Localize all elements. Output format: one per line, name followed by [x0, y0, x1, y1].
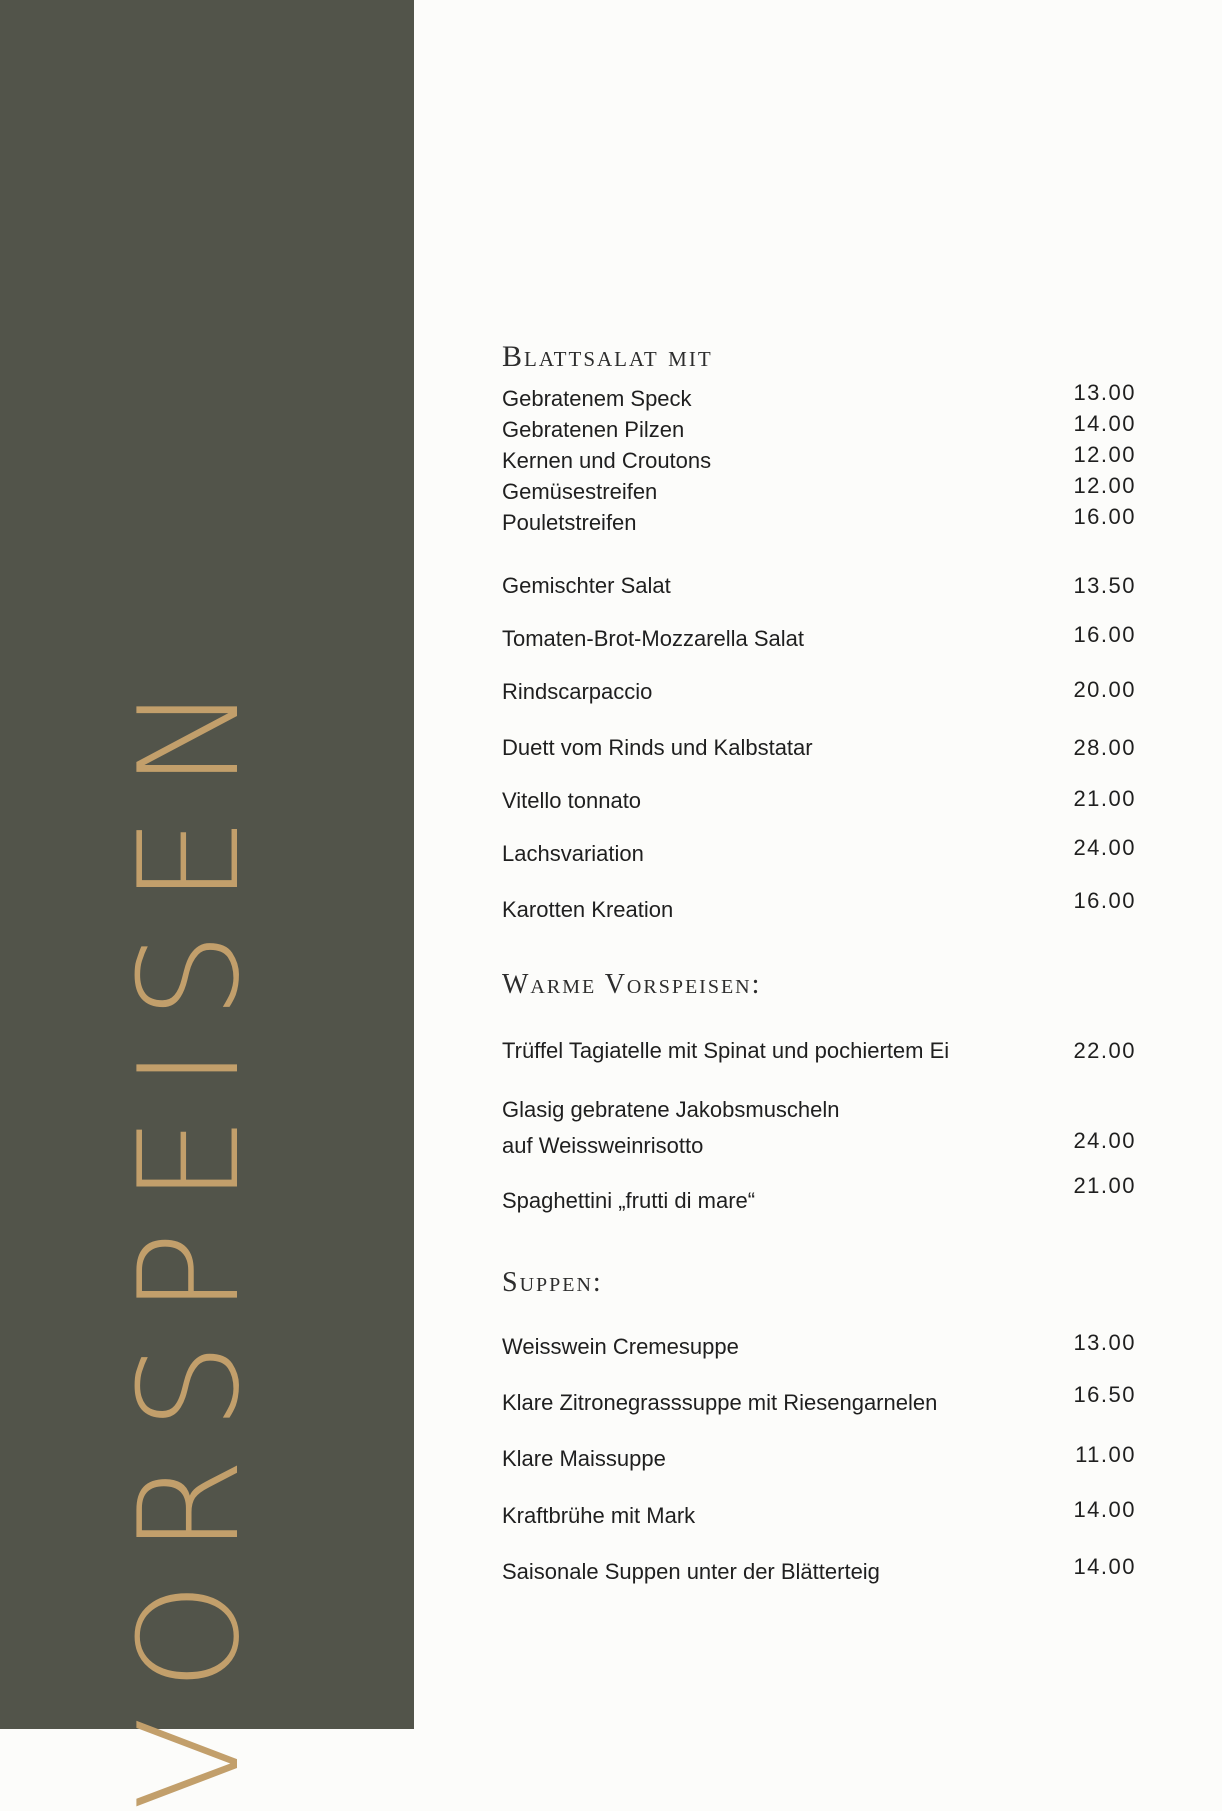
item-price: 24.00: [1073, 1128, 1136, 1153]
item-price: 14.00: [1073, 411, 1136, 436]
item-price: 13.00: [1073, 1330, 1136, 1355]
list-item: [502, 835, 1142, 869]
list-item: [502, 677, 1142, 707]
item-name-line: Glasig gebratene Jakobsmuscheln: [502, 1097, 840, 1122]
item-name: Klare Zitronegrasssuppe mit Riesengarnelen: [502, 1390, 938, 1415]
item-price: 12.00: [1073, 442, 1136, 467]
item-name: Weisswein Cremesuppe: [502, 1334, 739, 1359]
list-item: [502, 442, 1142, 476]
list-item: [502, 1092, 1142, 1162]
item-price: 21.00: [1073, 786, 1136, 811]
item-price: 16.00: [1073, 888, 1136, 913]
list-item: [502, 1444, 1142, 1474]
item-name: Gemüsestreifen: [502, 479, 658, 504]
list-item: [502, 571, 1142, 601]
section-heading-text: Suppen:: [502, 1267, 603, 1298]
list-item: [502, 473, 1142, 507]
list-item: [502, 411, 1142, 445]
item-name: Duett vom Rinds und Kalbstatar: [502, 735, 813, 760]
item-name: Vitello tonnato: [502, 788, 642, 813]
item-name: Pouletstreifen: [502, 510, 637, 535]
item-price: 24.00: [1073, 835, 1136, 860]
item-name: Karotten Kreation: [502, 897, 674, 922]
list-item: [502, 624, 1142, 654]
list-item: [502, 1036, 1142, 1066]
item-price: 13.50: [1073, 573, 1136, 598]
item-price: 20.00: [1073, 677, 1136, 702]
item-name: Saisonale Suppen unter der Blätterteig: [502, 1559, 880, 1584]
list-item: [502, 1382, 1142, 1418]
item-name: Tomaten-Brot-Mozzarella Salat: [502, 626, 805, 651]
item-price: 16.00: [1073, 622, 1136, 647]
item-name: Spaghettini „frutti di mare“: [502, 1188, 756, 1213]
item-price: 28.00: [1073, 735, 1136, 760]
list-item: [502, 888, 1142, 925]
item-name-line: auf Weissweinrisotto: [502, 1133, 704, 1158]
item-name: [502, 1092, 840, 1164]
item-name: Gebratenem Speck: [502, 386, 692, 411]
section-heading-suppen: [502, 1267, 603, 1299]
item-name: Trüffel Tagiatelle mit Spinat und pochiertem Ei: [502, 1038, 950, 1063]
section-heading-blattsalat: [502, 340, 713, 374]
item-name: Rindscarpaccio: [502, 679, 653, 704]
item-name: Gebratenen Pilzen: [502, 417, 685, 442]
vertical-title: VORSPEISEN: [109, 657, 270, 1811]
list-item: [502, 1554, 1142, 1587]
list-item: [502, 1332, 1142, 1362]
item-price: 16.50: [1073, 1382, 1136, 1407]
item-price: 14.00: [1073, 1497, 1136, 1522]
item-name: Lachsvariation: [502, 841, 644, 866]
item-price: 14.00: [1073, 1554, 1136, 1579]
item-price: 13.00: [1073, 380, 1136, 405]
list-item: [502, 786, 1142, 816]
list-item: [502, 733, 1142, 763]
list-item: [502, 1173, 1142, 1216]
sidebar-panel: [0, 0, 414, 1811]
section-heading-warme-vorspeisen: [502, 969, 761, 1001]
item-price: 11.00: [1075, 1442, 1136, 1467]
section-heading-text: Warme Vorspeisen:: [502, 969, 762, 1000]
section-heading-text: Blattsalat mit: [502, 340, 713, 373]
list-item: [502, 1497, 1142, 1531]
item-price: 21.00: [1073, 1173, 1136, 1198]
item-name: Kernen und Croutons: [502, 448, 712, 473]
item-name: Kraftbrühe mit Mark: [502, 1503, 696, 1528]
list-item: [502, 504, 1142, 538]
item-price: 12.00: [1073, 473, 1136, 498]
item-name: Gemischter Salat: [502, 573, 671, 598]
item-name: Klare Maissuppe: [502, 1446, 666, 1471]
list-item: [502, 380, 1142, 414]
item-price: 16.00: [1073, 504, 1136, 529]
item-price: 22.00: [1073, 1038, 1136, 1063]
